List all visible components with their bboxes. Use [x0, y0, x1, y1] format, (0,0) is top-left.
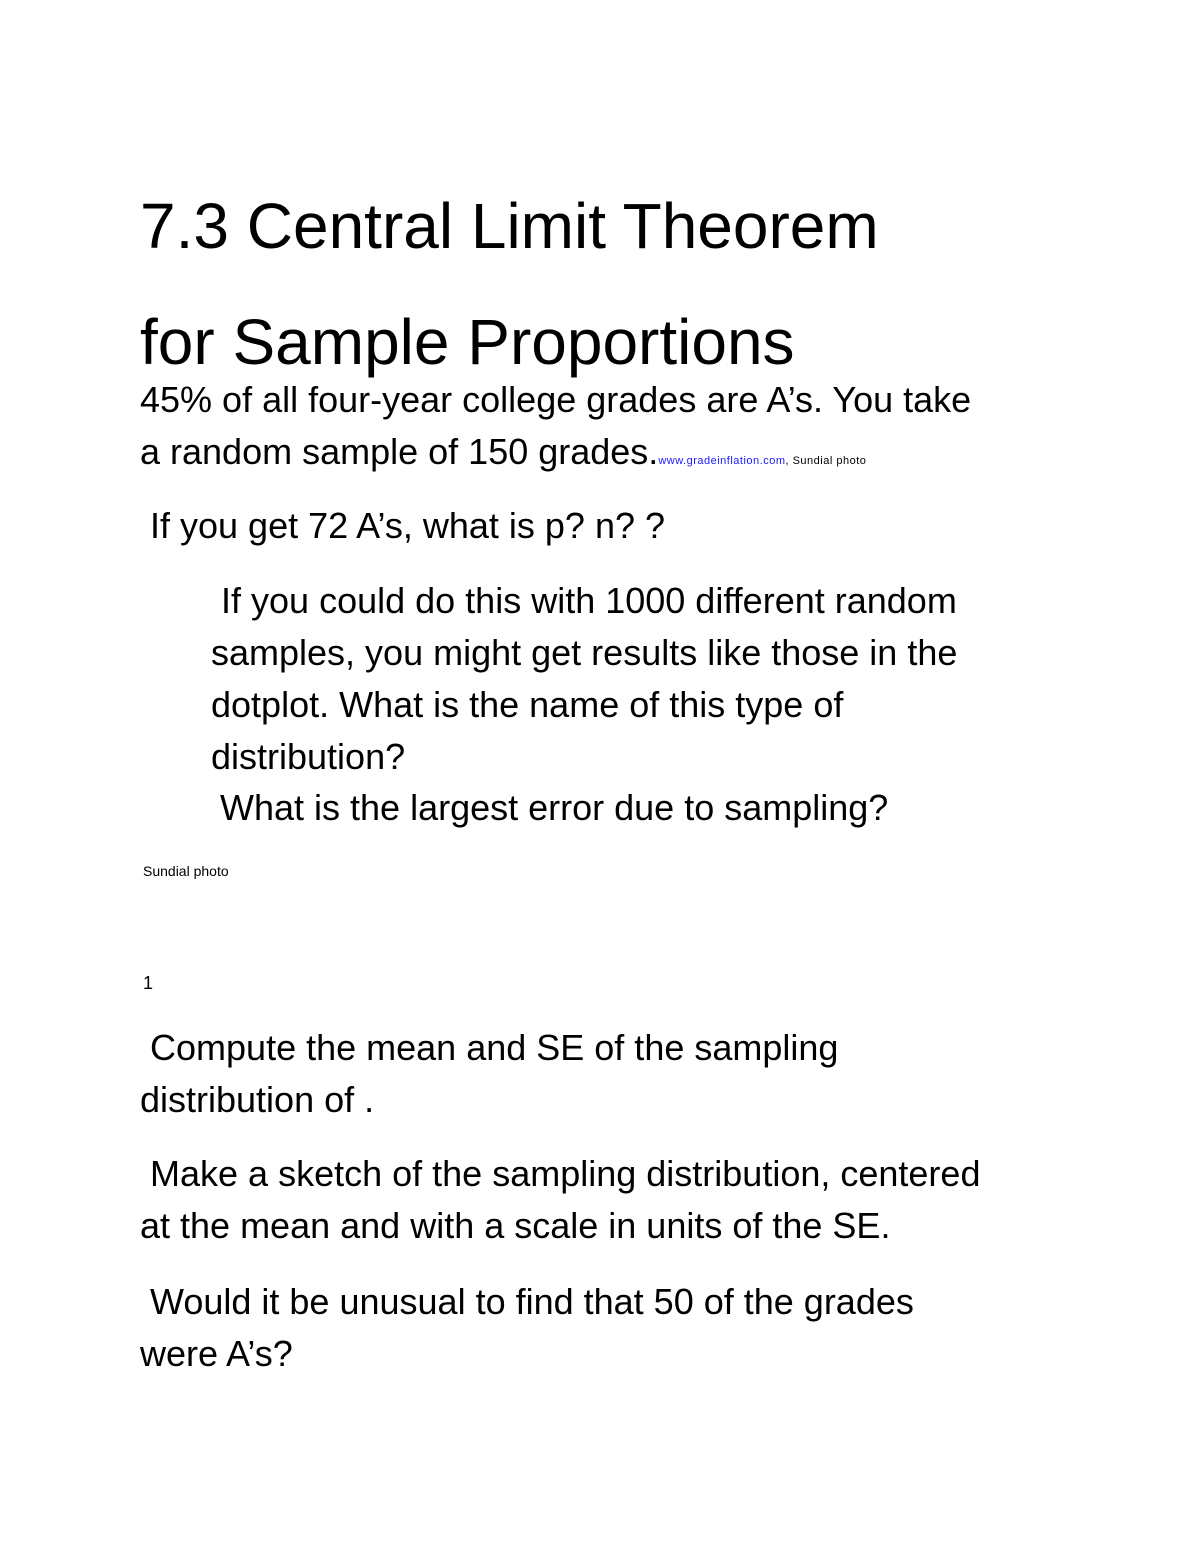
photo-caption-text: Sundial photo: [143, 863, 229, 879]
question-2-line-2: samples, you might get results like those in the: [211, 632, 958, 673]
question-3-text: What is the largest error due to sampling?: [220, 787, 889, 828]
unusual-paragraph: [140, 1276, 1140, 1380]
title-line-2: for Sample Proportions: [140, 306, 795, 378]
question-2-line-1: If you could do this with 1000 different random: [221, 580, 957, 621]
question-1-text: If you get 72 A’s, what is p? n? ?: [150, 505, 666, 546]
intro-line-1: 45% of all four-year college grades are A’s. You take: [140, 379, 972, 420]
compute-line-1: Compute the mean and SE of the sampling: [150, 1027, 839, 1068]
unusual-line-2: were A’s?: [140, 1333, 293, 1374]
question-2-line-4: distribution?: [211, 736, 406, 777]
question-2-line-3: dotplot. What is the name of this type of: [211, 684, 844, 725]
source-credit: , Sundial photo: [785, 455, 867, 467]
question-3: [220, 782, 1120, 834]
page-title: [140, 168, 1140, 400]
page-number-text: 1: [143, 973, 154, 993]
question-1: [150, 500, 1150, 552]
page-number: [143, 972, 153, 994]
photo-caption: [143, 862, 229, 880]
sketch-line-1: Make a sketch of the sampling distribution, centered: [150, 1153, 981, 1194]
compute-paragraph: [140, 1022, 1140, 1126]
question-2: [211, 575, 1091, 783]
title-line-1: 7.3 Central Limit Theorem: [140, 190, 879, 262]
source-link[interactable]: www.gradeinflation.com: [658, 455, 786, 467]
compute-line-2: distribution of .: [140, 1079, 375, 1120]
sketch-line-2: at the mean and with a scale in units of the SE.: [140, 1205, 891, 1246]
intro-paragraph: [140, 374, 1140, 487]
intro-line-2: a random sample of 150 grades.: [140, 431, 659, 472]
sketch-paragraph: [140, 1148, 1140, 1252]
unusual-line-1: Would it be unusual to find that 50 of the grades: [150, 1281, 914, 1322]
